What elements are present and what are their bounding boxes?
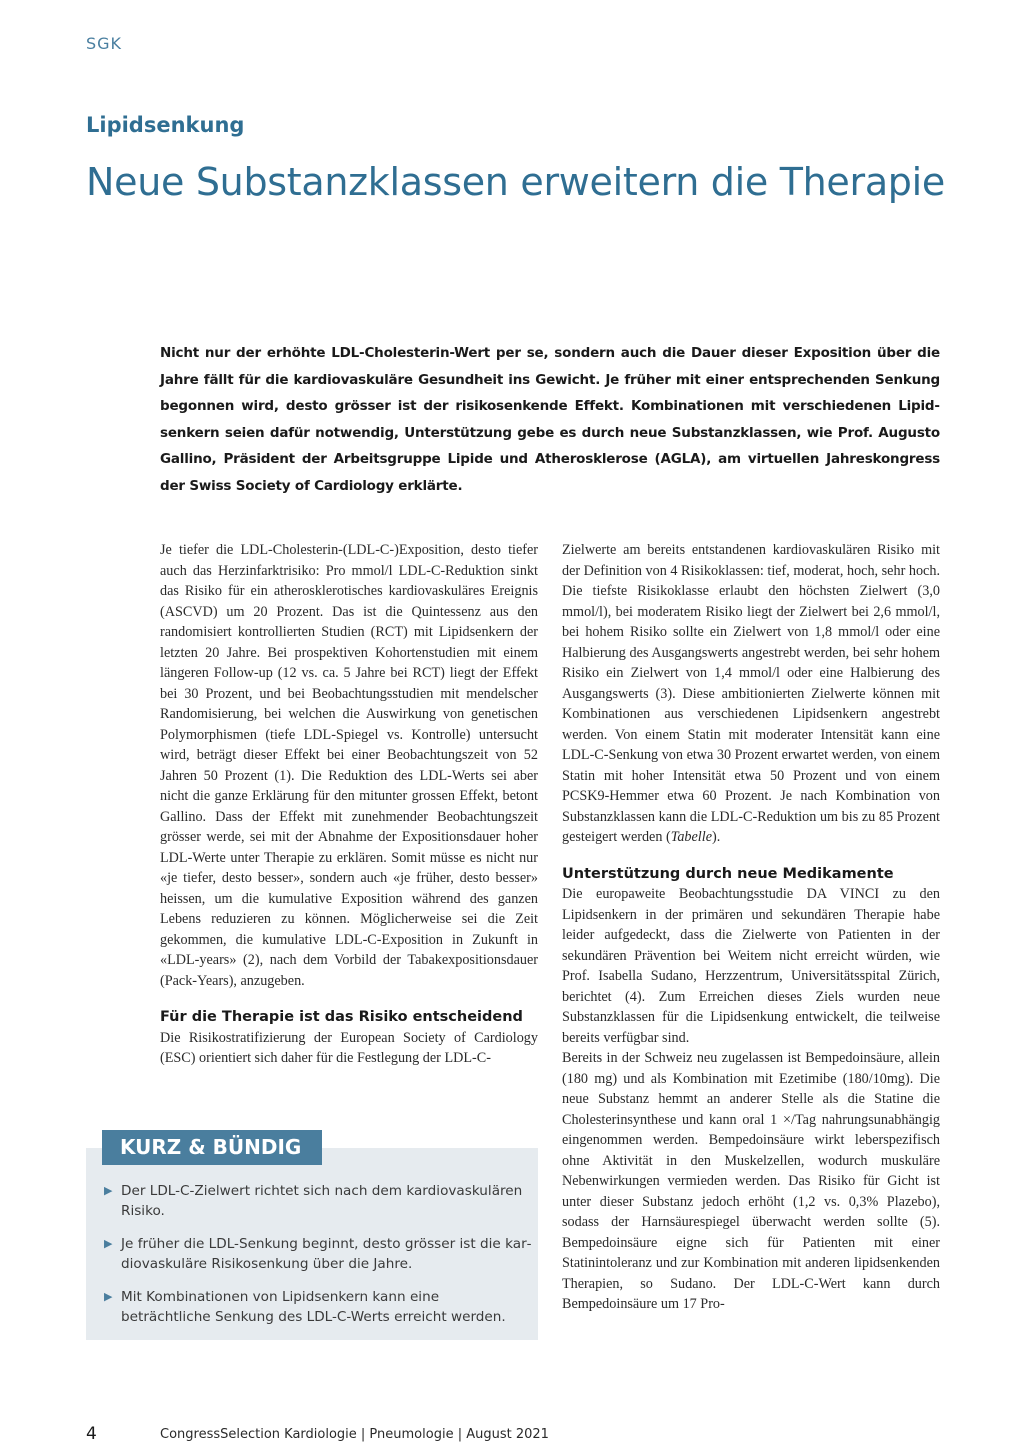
body-paragraph: Die Risikostratifizierung der European Society of Cardiology (ESC) orientiert sich daher für die Festlegung der LDL-C- bbox=[160, 1029, 538, 1066]
article-title: Neue Substanzklassen erweitern die Therapie bbox=[86, 160, 945, 204]
section-label: SGK bbox=[86, 34, 123, 53]
body-paragraph bbox=[562, 540, 940, 848]
summary-item bbox=[104, 1287, 532, 1327]
summary-item-text: Je früher die LDL-Senkung beginnt, desto grösser ist die kardiovaskuläre Risikosenkung über die Jahre. bbox=[121, 1236, 532, 1272]
summary-item-text: Mit Kombinationen von Lipidsenkern kann eine beträchtliche Senkung des LDL-C-Werts erreicht werden. bbox=[121, 1289, 506, 1325]
page-number: 4 bbox=[86, 1424, 97, 1444]
summary-list bbox=[104, 1181, 532, 1340]
summary-item-text: Der LDL-C-Zielwert richtet sich nach dem kardiovaskulären Risiko. bbox=[121, 1183, 523, 1219]
article-kicker: Lipidsenkung bbox=[86, 113, 245, 137]
triangle-bullet-icon: ▶ bbox=[104, 1237, 113, 1250]
summary-box-title: KURZ & BÜNDIG bbox=[102, 1130, 322, 1165]
summary-item bbox=[104, 1234, 532, 1274]
table-reference: Tabelle bbox=[670, 829, 712, 845]
body-column-right bbox=[562, 540, 940, 1315]
body-text: Zielwerte am bereits entstandenen kardiovaskulären Risiko mit der Definition von 4 Risikoklassen: tief, moderat, hoch, sehr hoch. Die tiefste Risikoklasse erlaubt den höchsten Zielwert (3,0 mmol/l), bei moderatem Risiko liegt der Zielwert bei 2,6 mmol/l, bei hohem Risiko sollte ein Zielwert von 1,8 mmol/l oder eine Halbierung des Ausgangswerts angestrebt werden, bei sehr hohem Risiko ein Zielwert von 1,4 mmol/l oder eine Halbierung des Ausgangswerts (3). Diese ambitionierten Zielwerte können mit Kombinationen aus verschiedenen Lipidsenkern angestrebt werden. Von einem Statin mit moderater Intensität kann eine LDL-C-Senkung von etwa 30 Prozent erwartet werden, von einem Statin mit hoher Intensität etwa 50 Prozent und von einem PCSK9-Hemmer etwa 60 Prozent. Je nach Kombination von Substanzklassen kann die LDL-C-Reduktion um bis zu 85 Prozent gesteigert werden ( bbox=[562, 542, 940, 845]
subheading: Für die Therapie ist das Risiko entscheidend bbox=[160, 1009, 523, 1025]
summary-item bbox=[104, 1181, 532, 1221]
footer-publication: CongressSelection Kardiologie | Pneumologie | August 2021 bbox=[160, 1427, 549, 1442]
body-text: ). bbox=[712, 829, 721, 845]
body-column-left bbox=[160, 540, 538, 1069]
article-lead: Nicht nur der erhöhte LDL-Cholesterin-Wert per se, sondern auch die Dauer dieser Exposition über die Jahre fällt für die kardiovaskuläre Gesundheit ins Gewicht. Je früher mit einer entsprechenden Senkung begonnen wird, desto grösser ist der risikosenkende Effekt. Kombinationen mit verschiedenen Lipidsenkern seien dafür notwendig, Unterstützung gebe es durch neue Substanzklassen, wie Prof. Augusto Gallino, Präsident der Arbeitsgruppe Lipide und Atherosklerose (AGLA), am virtuellen Jahreskongress der Swiss Society of Cardiology erklärte. bbox=[160, 345, 940, 494]
body-paragraph: Je tiefer die LDL-Cholesterin-(LDL-C-)Exposition, desto tiefer auch das Herzinfarktrisiko: Pro mmol/l LDL-C-Reduktion sinkt das Risiko für ein atherosklerotisches kardiovaskuläres Ereignis (ASCVD) um 20 Prozent. Das ist die Quintessenz aus den randomisiert kontrollierten Studien (RCT) mit Lipidsenkern der letzten 20 Jahre. Bei prospektiven Kohortenstudien mit einem längeren Follow-up (12 vs. ca. 5 Jahre bei RCT) liegt der Effekt bei 30 Prozent, und bei Beobachtungsstudien mit mendelscher Randomisierung, bei welchen die Auswirkung von genetischen Polymorphismen (tiefe LDL-Spiegel vs. Kontrolle) untersucht wird, beträgt dieser Effekt bei einer Beobachtungszeit von 52 Jahren 50 Prozent (1). Die Reduktion des LDL-Werts sei aber nicht die ganze Erklärung für den mitunter grossen Effekt, betont Gallino. Dass der Effekt mit zunehmender Beobachtungszeit grösser werde, sei mit der Abnahme der Expositionsdauer hoher LDL-Werte unter Therapie zu erklären. Somit müsse es nicht nur «je tiefer, desto besser», sondern auch «je früher, desto besser» heissen, um die kumulative Exposition während des ganzen Lebens reduzieren zu können. Möglicherweise sei die Zeit gekommen, die kumulative LDL-C-Exposition in Zukunft in «LDL-years» (2), nach dem Vorbild der Tabakexpositionsdauer (Pack-Years), anzugeben. bbox=[160, 542, 538, 989]
body-paragraph: Die europaweite Beobachtungsstudie DA VINCI zu den Lipidsenkern in der primären und sekundären Therapie habe leider aufgedeckt, dass die Zielwerte von Patienten in der sekundären Prävention bei Weitem nicht erreicht würden, wie Prof. Isabella Sudano, Herzzentrum, Universitätsspital Zürich, berichtet (4). Zum Erreichen dieses Ziels wurden neue Substanzklassen für die Lipidsenkung entwickelt, die teilweise bereits verfügbar sind. bbox=[562, 886, 940, 1046]
triangle-bullet-icon: ▶ bbox=[104, 1290, 113, 1303]
subheading: Unterstützung durch neue Medikamente bbox=[562, 865, 894, 882]
body-paragraph: Bereits in der Schweiz neu zugelassen ist Bempedoinsäure, allein (180 mg) und als Kombination mit Ezetimibe (180/10mg). Die neue Substanz hemmt an anderer Stelle als die Statine die Cholesterinsynthese und kann oral 1 ×/Tag nahrungsunabhängig eingenommen werden. Bempedoinsäure wirkt leberspezifisch ohne Aktivität in den Muskelzellen, wodurch muskuläre Nebenwirkungen vermieden werden. Das Risiko für Gicht ist unter dieser Substanz jedoch erhöht (1,2 vs. 0,3% Plazebo), sodass der Harnsäurespiegel überwacht werden sollte (5). Bempedoinsäure eigne sich für Patienten mit einer Statinintoleranz und zur Kombination mit anderen lipidsenkenden Therapien, so Sudano. Der LDL-C-Wert kann durch Bempedoinsäure um 17 Pro- bbox=[562, 1050, 940, 1312]
triangle-bullet-icon: ▶ bbox=[104, 1184, 113, 1197]
